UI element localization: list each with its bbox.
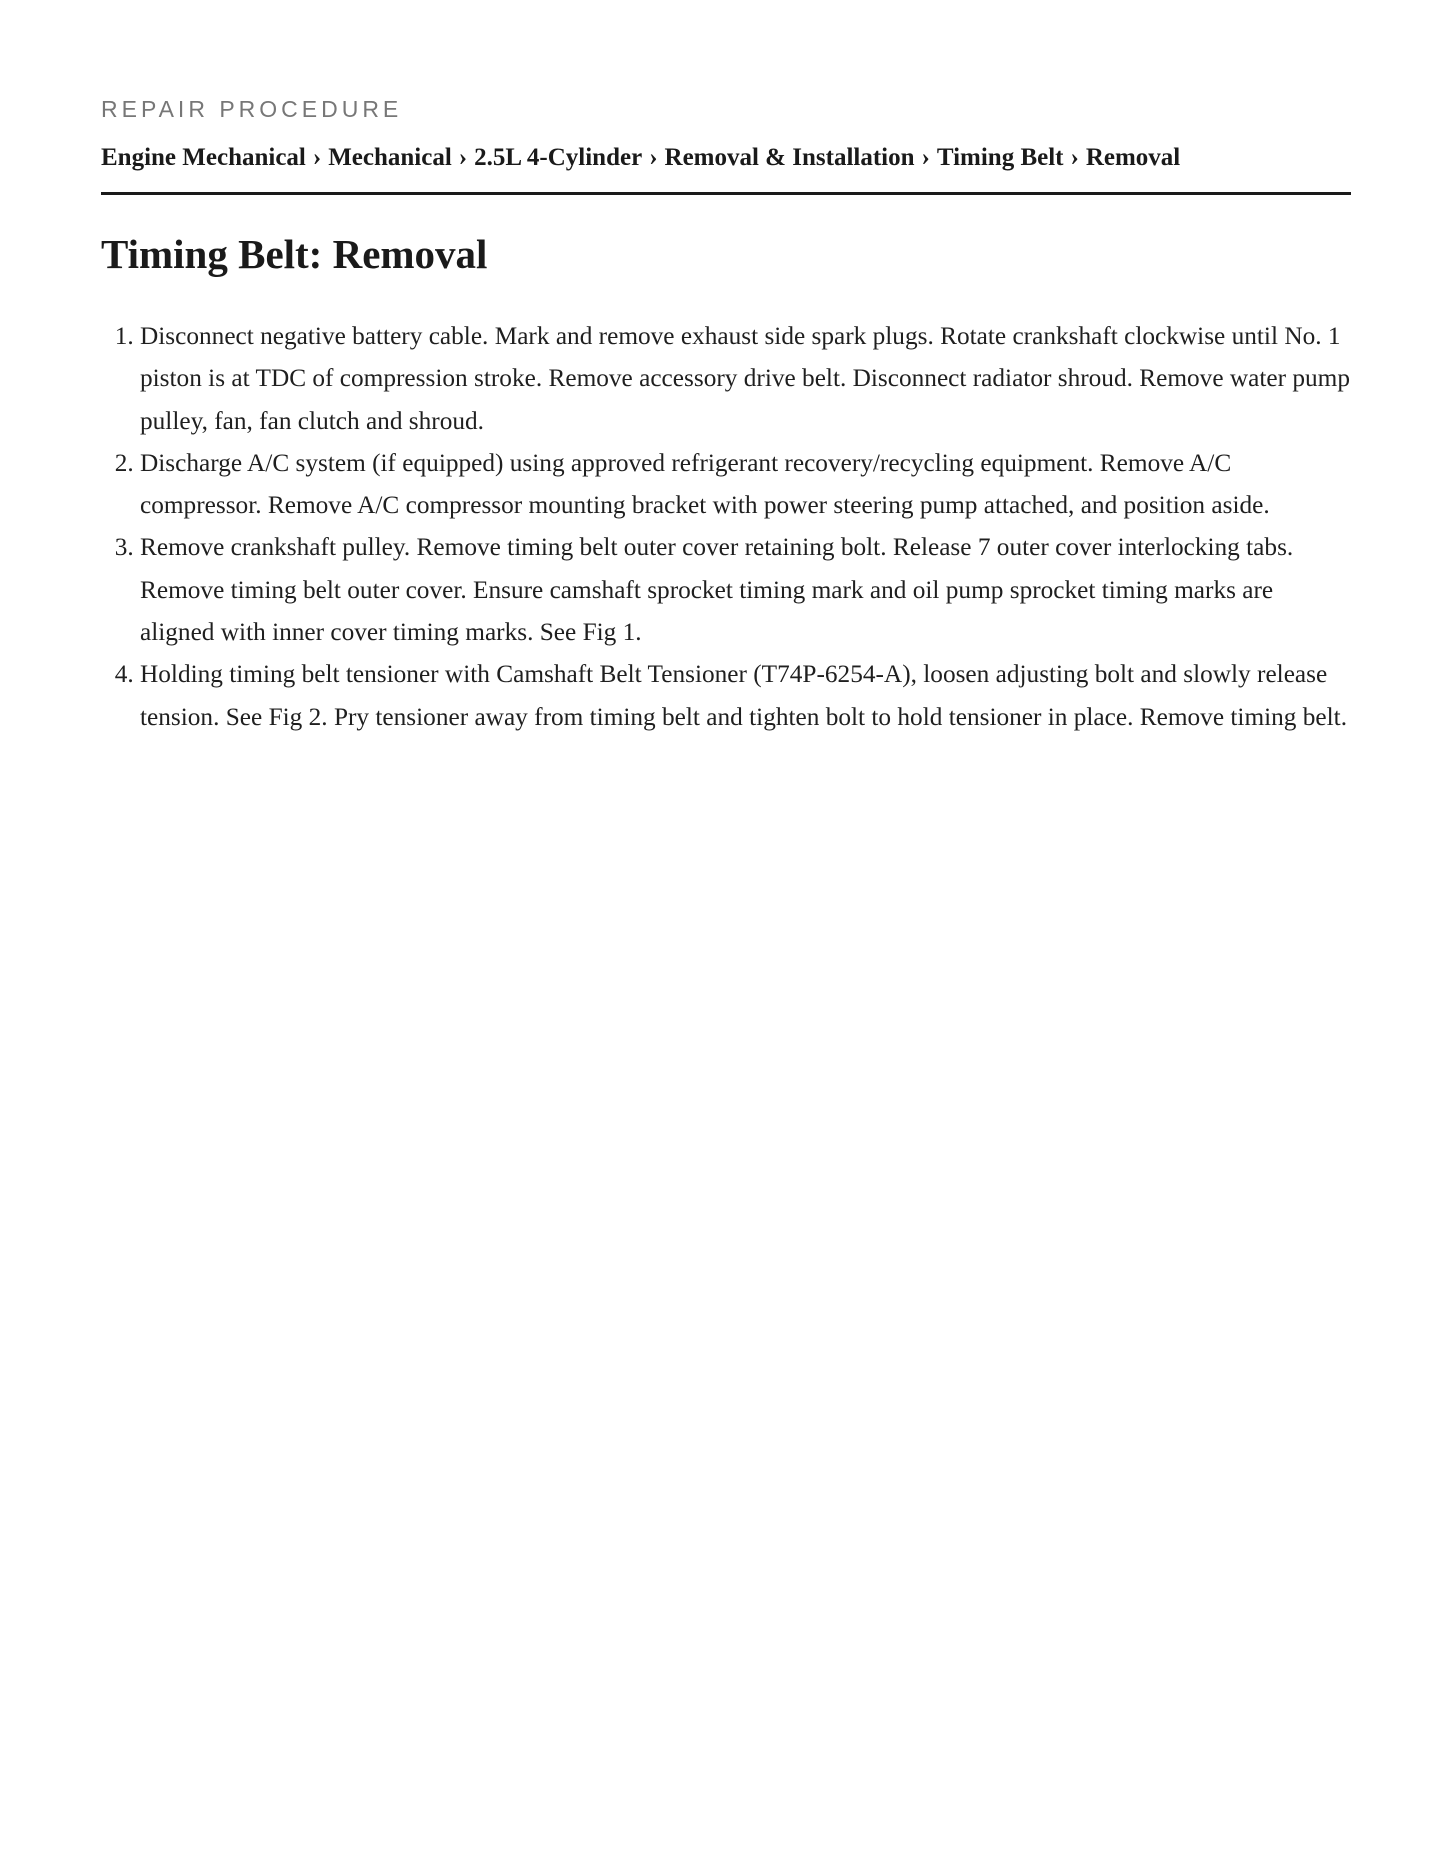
- procedure-step: 1. Disconnect negative battery cable. Mark and remove exhaust side spark plugs. Rotate crankshaft clockwise until No. 1 piston is at TDC of compression stroke. Remove accessory drive belt. Disconnect radiator shroud. Remove water pump pulley, fan, fan clutch and shroud.: [140, 315, 1351, 442]
- breadcrumb-item: Engine Mechanical: [101, 144, 306, 171]
- header-divider: [101, 192, 1351, 195]
- breadcrumb-separator: ›: [312, 144, 322, 171]
- breadcrumb-separator: ›: [1070, 144, 1079, 171]
- procedure-step: 3. Remove crankshaft pulley. Remove timing belt outer cover retaining bolt. Release 7 outer cover interlocking tabs. Remove timing belt outer cover. Ensure camshaft sprocket timing mark and oil pump sprocket timing marks are aligned with inner cover timing marks. See Fig 1.: [140, 526, 1351, 653]
- breadcrumb: [101, 143, 1351, 173]
- page-title: Timing Belt: Removal: [101, 231, 488, 277]
- breadcrumb-item: Timing Belt: [936, 144, 1064, 171]
- breadcrumb-item: Removal & Installation: [664, 144, 915, 171]
- breadcrumb-item-current: Removal: [1085, 144, 1181, 171]
- procedure-steps: [101, 315, 1351, 738]
- breadcrumb-item: 2.5L 4-Cylinder: [474, 144, 643, 171]
- breadcrumb-separator: ›: [458, 144, 468, 171]
- procedure-step: 2. Discharge A/C system (if equipped) using approved refrigerant recovery/recycling equipment. Remove A/C compressor. Remove A/C compressor mounting bracket with power steering pump attached, and position aside.: [140, 442, 1351, 527]
- breadcrumb-separator: ›: [649, 144, 658, 171]
- section-kicker: REPAIR PROCEDURE: [101, 96, 403, 122]
- procedure-step: 4. Holding timing belt tensioner with Camshaft Belt Tensioner (T74P-6254-A), loosen adjusting bolt and slowly release tension. See Fig 2. Pry tensioner away from timing belt and tighten bolt to hold tensioner in place. Remove timing belt.: [140, 653, 1351, 738]
- breadcrumb-item: Mechanical: [328, 144, 452, 171]
- document-page: [101, 96, 1351, 738]
- breadcrumb-separator: ›: [921, 144, 930, 171]
